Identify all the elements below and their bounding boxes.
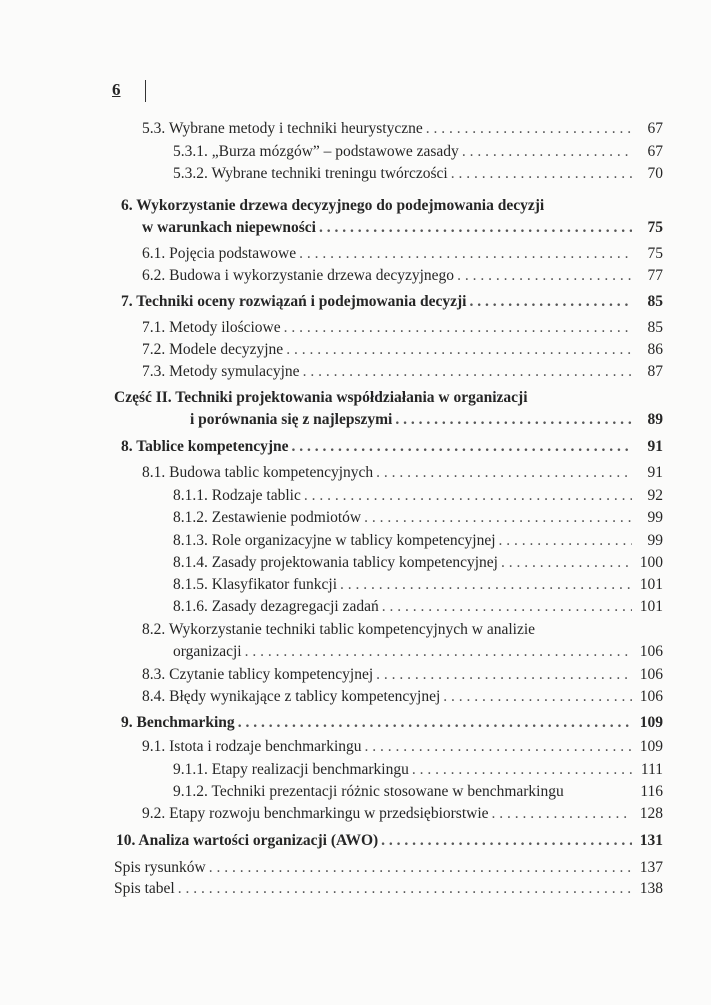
toc-entry-page: 100 bbox=[639, 554, 663, 571]
toc-entry-page: 87 bbox=[647, 363, 663, 380]
toc-entry bbox=[173, 597, 663, 617]
toc-entry bbox=[142, 665, 663, 685]
toc-entry bbox=[121, 713, 663, 733]
toc-entry-page: 67 bbox=[647, 143, 663, 160]
toc-entry-page: 91 bbox=[647, 464, 663, 481]
toc-entry bbox=[173, 642, 663, 662]
toc-leader-dots bbox=[304, 486, 632, 506]
toc-entry bbox=[121, 196, 663, 216]
toc-entry-page: 75 bbox=[647, 219, 663, 236]
toc-entry bbox=[114, 388, 663, 408]
page-number-rule bbox=[145, 80, 146, 102]
toc-entry-title: 7.3. Metody symulacyjne bbox=[142, 363, 300, 380]
toc-entry-title: 9.1.2. Techniki prezentacji różnic stosowane w benchmarkingu bbox=[173, 783, 564, 800]
toc-entry-title: 9.1. Istota i rodzaje benchmarkingu bbox=[142, 738, 362, 755]
toc-entry bbox=[173, 164, 663, 184]
toc-leader-dots bbox=[238, 713, 632, 733]
toc-entry-page: 70 bbox=[647, 165, 663, 182]
toc-entry-page: 109 bbox=[639, 714, 663, 731]
toc-leader-dots bbox=[469, 292, 632, 312]
toc-entry bbox=[142, 266, 663, 286]
toc-leader-dots bbox=[376, 463, 632, 483]
toc-leader-dots bbox=[457, 266, 632, 286]
toc-entry-title: 8.1. Budowa tablic kompetencyjnych bbox=[142, 464, 374, 481]
toc-entry-title: w warunkach niepewności bbox=[142, 219, 316, 236]
toc-entry-page: 137 bbox=[639, 859, 663, 876]
toc-entry-page: 91 bbox=[647, 438, 663, 455]
toc-leader-dots bbox=[340, 575, 632, 595]
toc-entry-title: 8.1.3. Role organizacyjne w tablicy kompetencyjnej bbox=[173, 532, 496, 549]
toc-entry bbox=[121, 292, 663, 312]
toc-entry bbox=[142, 620, 663, 640]
toc-entry-title: 7. Techniki oceny rozwiązań i podejmowania decyzji bbox=[121, 293, 467, 310]
toc-entry bbox=[173, 782, 663, 802]
toc-leader-dots bbox=[382, 597, 632, 617]
toc-leader-dots bbox=[501, 553, 632, 573]
toc-entry-page: 131 bbox=[639, 832, 663, 849]
toc-entry-page: 101 bbox=[639, 598, 663, 615]
toc-entry-title: Część II. Techniki projektowania współdziałania w organizacji bbox=[114, 389, 528, 406]
toc-entry-page: 106 bbox=[639, 666, 663, 683]
toc-entry-title: 5.3.2. Wybrane techniki treningu twórczości bbox=[173, 165, 448, 182]
toc-leader-dots bbox=[209, 858, 632, 878]
toc-entry-title: 8.2. Wykorzystanie techniki tablic kompetencyjnych w analizie bbox=[142, 621, 536, 638]
toc-entry-title: 6.1. Pojęcia podstawowe bbox=[142, 245, 297, 262]
toc-entry bbox=[121, 437, 663, 457]
toc-entry-title: 8.3. Czytanie tablicy kompetencyjnej bbox=[142, 666, 374, 683]
toc-leader-dots bbox=[381, 831, 632, 851]
toc-entry bbox=[142, 687, 663, 707]
toc-entry bbox=[142, 737, 663, 757]
toc-entry-title: i porównania się z najlepszymi bbox=[190, 411, 393, 428]
toc-entry-page: 101 bbox=[639, 576, 663, 593]
toc-leader-dots bbox=[395, 410, 632, 430]
toc-entry bbox=[142, 362, 663, 382]
toc-leader-dots bbox=[292, 437, 633, 457]
toc-entry-title: 5.3. Wybrane metody i techniki heurystyczne bbox=[142, 120, 423, 137]
toc-entry-title: 8.1.2. Zestawienie podmiotów bbox=[173, 509, 362, 526]
toc-leader-dots bbox=[178, 879, 632, 899]
toc-entry-page: 86 bbox=[647, 341, 663, 358]
toc-entry-page: 99 bbox=[647, 532, 663, 549]
toc-entry-title: 9.2. Etapy rozwoju benchmarkingu w przedsiębiorstwie bbox=[142, 805, 489, 822]
toc-entry-title: 9.1.1. Etapy realizacji benchmarkingu bbox=[173, 761, 409, 778]
toc-leader-dots bbox=[365, 737, 632, 757]
toc-entry-title: 7.2. Modele decyzyjne bbox=[142, 341, 284, 358]
toc-entry-title: organizacji bbox=[173, 643, 242, 660]
toc-entry-page: 85 bbox=[647, 319, 663, 336]
toc-entry-title: 8. Tablice kompetencyjne bbox=[121, 438, 289, 455]
toc-entry bbox=[142, 119, 663, 139]
toc-leader-dots bbox=[303, 362, 632, 382]
toc-entry-page: 106 bbox=[639, 688, 663, 705]
toc-entry-title: 6. Wykorzystanie drzewa decyzyjnego do podejmowania decyzji bbox=[121, 197, 545, 214]
toc-entry-title: 8.4. Błędy wynikające z tablicy kompetencyjnej bbox=[142, 688, 441, 705]
toc-entry bbox=[114, 879, 663, 899]
toc-entry bbox=[142, 463, 663, 483]
toc-entry-page: 99 bbox=[647, 509, 663, 526]
toc-leader-dots bbox=[284, 318, 632, 338]
toc-entry-title: 8.1.4. Zasady projektowania tablicy kompetencyjnej bbox=[173, 554, 498, 571]
toc-entry-page: 67 bbox=[647, 120, 663, 137]
toc-entry bbox=[173, 531, 663, 551]
toc-entry bbox=[142, 244, 663, 264]
toc-leader-dots bbox=[426, 119, 632, 139]
toc-entry-page: 128 bbox=[639, 805, 663, 822]
toc-leader-dots bbox=[462, 142, 632, 162]
toc-leader-dots bbox=[299, 244, 632, 264]
toc-entry bbox=[116, 831, 663, 851]
toc-leader-dots bbox=[451, 164, 632, 184]
toc-leader-dots bbox=[492, 804, 632, 824]
toc-leader-dots bbox=[376, 665, 632, 685]
page-number: 6 bbox=[112, 80, 121, 99]
toc-entry bbox=[142, 804, 663, 824]
toc-entry-page: 77 bbox=[647, 267, 663, 284]
toc-entry bbox=[173, 760, 663, 780]
toc-entry-title: 7.1. Metody ilościowe bbox=[142, 319, 281, 336]
toc-entry-title: 5.3.1. „Burza mózgów” – podstawowe zasady bbox=[173, 143, 459, 160]
toc-entry bbox=[190, 410, 663, 430]
toc-entry-title: 8.1.5. Klasyfikator funkcji bbox=[173, 576, 338, 593]
toc-entry bbox=[142, 340, 663, 360]
toc-leader-dots bbox=[364, 508, 632, 528]
toc-entry-title: 8.1.6. Zasady dezagregacji zadań bbox=[173, 598, 379, 615]
toc-entry-page: 92 bbox=[647, 487, 663, 504]
toc-entry-title: Spis rysunków bbox=[114, 859, 206, 876]
toc-entry bbox=[173, 486, 663, 506]
toc-entry bbox=[142, 318, 663, 338]
toc-entry-page: 106 bbox=[639, 643, 663, 660]
toc-leader-dots bbox=[443, 687, 632, 707]
toc-leader-dots bbox=[499, 531, 632, 551]
toc-leader-dots bbox=[286, 340, 632, 360]
toc-entry-page: 89 bbox=[647, 411, 663, 428]
toc-entry bbox=[173, 142, 663, 162]
toc-entry-page: 75 bbox=[647, 245, 663, 262]
toc-entry-page: 116 bbox=[640, 783, 663, 800]
toc-entry-title: 9. Benchmarking bbox=[121, 714, 235, 731]
toc-entry-page: 109 bbox=[639, 738, 663, 755]
toc-entry-title: 6.2. Budowa i wykorzystanie drzewa decyzyjnego bbox=[142, 267, 455, 284]
toc-entry bbox=[173, 575, 663, 595]
toc-entry-page: 138 bbox=[639, 880, 663, 897]
toc-leader-dots bbox=[412, 760, 632, 780]
toc-leader-dots bbox=[245, 642, 632, 662]
toc-entry-title: 8.1.1. Rodzaje tablic bbox=[173, 487, 301, 504]
toc-entry-page: 111 bbox=[640, 761, 663, 778]
toc-entry bbox=[142, 218, 663, 238]
toc-entry-title: Spis tabel bbox=[114, 880, 175, 897]
toc-entry-title: 10. Analiza wartości organizacji (AWO) bbox=[116, 832, 379, 849]
toc-entry bbox=[173, 508, 663, 528]
toc-entry bbox=[114, 858, 663, 878]
toc-leader-dots bbox=[319, 218, 632, 238]
toc-entry-page: 85 bbox=[647, 293, 663, 310]
toc-entry bbox=[173, 553, 663, 573]
